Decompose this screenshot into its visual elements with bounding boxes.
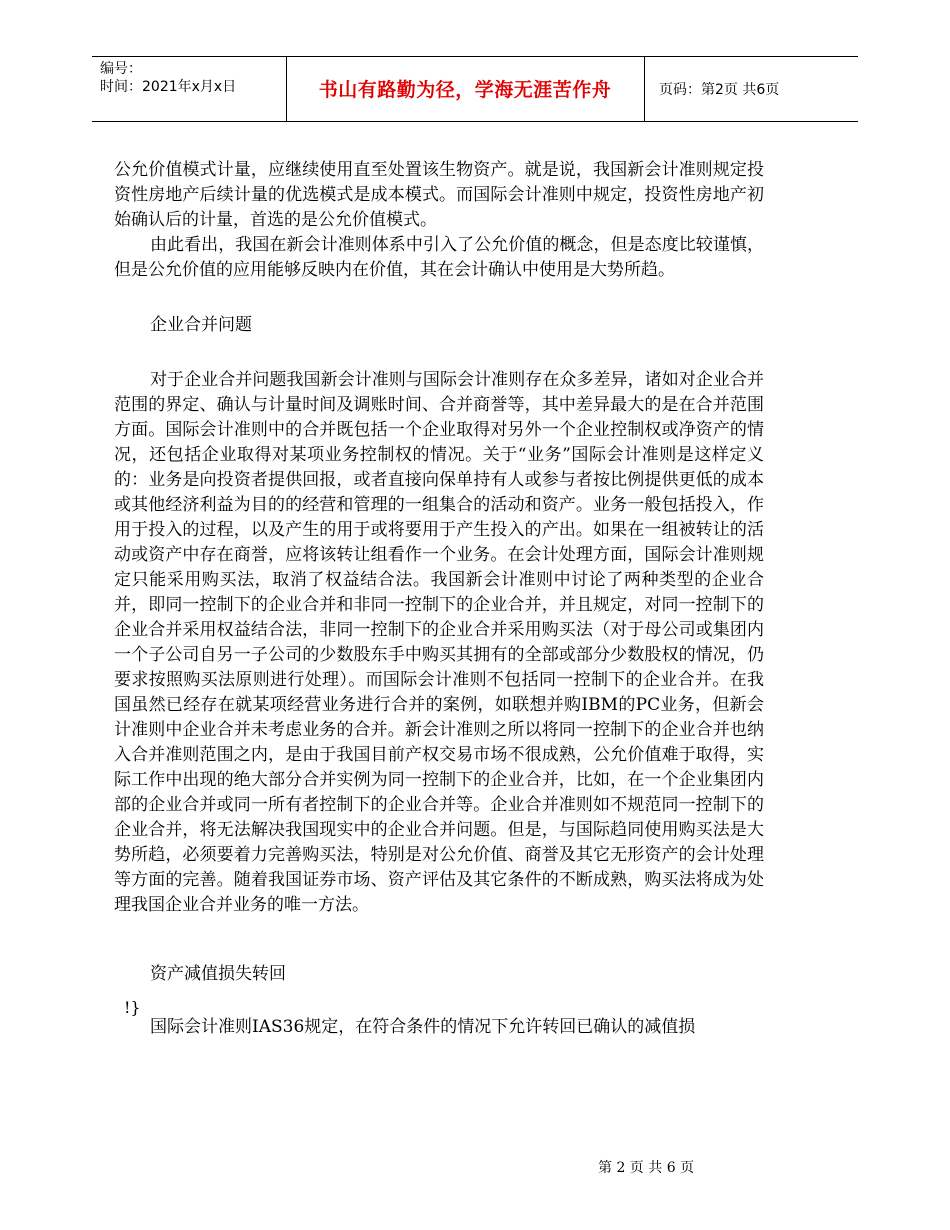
header-motto: 书山有路勤为径，学海无涯苦作舟 — [318, 79, 612, 101]
document-time: 时间：2021年x月x日 — [100, 79, 237, 95]
document-number-label: 编号： — [100, 61, 142, 77]
paragraph: 公允价值模式计量，应继续使用直至处置该生物资产。就是说，我国新会计准则规定投资性房地产后续计量的优选模式是成本模式。而国际会计准则中规定，投资性房地产初始确认后的计量，首选的是公允价值模式。 — [114, 160, 764, 230]
stray-mark: !} — [124, 998, 141, 1017]
page-header — [92, 56, 858, 122]
header-page-info: 页码：第2页 共6页 — [659, 82, 780, 98]
page-footer: 第 2 页 共 6 页 — [598, 1160, 695, 1176]
section-heading: 企业合并问题 — [150, 315, 252, 335]
header-meta — [100, 60, 236, 96]
paragraph: 对于企业合并问题我国新会计准则与国际会计准则存在众多差异，诸如对企业合并范围的界定、确认与计量时间及调账时间、合并商誉等，其中差异最大的是在合并范围方面。国际会计准则中的合并既包括一个企业取得对另外一个企业控制权或净资产的情况，还包括企业取得对某项业务控制权的情况。关于“业务”国际会计准则是这样定义的：业务是向投资者提供回报，或者直接向保单持有人或参与者按比例提供更低的成本或其他经济利益为目的的经营和管理的一组集合的活动和资产。业务一般包括投入，作用于投入的过程，以及产生的用于或将要用于产生投入的产出。如果在一组被转让的活动或资产中存在商誉，应将该转让组看作一个业务。在会计处理方面，国际会计准则规定只能采用购买法，取消了权益结合法。我国新会计准则中讨论了两种类型的企业合并，即同一控制下的企业合并和非同一控制下的企业合并，并且规定，对同一控制下的企业合并采用权益结合法，非同一控制下的企业合并采用购买法（对于母公司或集团内一个子公司自另一子公司的少数股东手中购买其拥有的全部或部分少数股权的情况，仍要求按照购买法原则进行处理）。而国际会计准则不包括同一控制下的企业合并。在我国虽然已经存在就某项经营业务进行合并的案例，如联想并购IBM的PC业务，但新会计准则中企业合并未考虑业务的合并。新会计准则之所以将同一控制下的企业合并也纳入合并准则范围之内，是由于我国目前产权交易市场不很成熟，公允价值难于取得，实际工作中出现的绝大部分合并实例为同一控制下的企业合并，比如，在一个企业集团内部的企业合并或同一所有者控制下的企业合并等。企业合并准则如不规范同一控制下的企业合并，将无法解决我国现实中的企业合并问题。但是，与国际趋同使用购买法是大势所趋，必须要着力完善购买法，特别是对公允价值、商誉及其它无形资产的会计处理等方面的完善。随着我国证券市场、资产评估及其它条件的不断成熟，购买法将成为处理我国企业合并业务的唯一方法。 — [114, 370, 764, 915]
paragraph: 由此看出，我国在新会计准则体系中引入了公允价值的概念，但是态度比较谨慎，但是公允价值的应用能够反映内在价值，其在会计确认中使用是大势所趋。 — [114, 235, 764, 280]
paragraph: 国际会计准则IAS36规定，在符合条件的情况下允许转回已确认的减值损 — [150, 1017, 696, 1037]
document-body — [114, 158, 764, 1040]
section-heading: 资产减值损失转回 — [150, 964, 286, 984]
header-divider — [644, 57, 645, 121]
